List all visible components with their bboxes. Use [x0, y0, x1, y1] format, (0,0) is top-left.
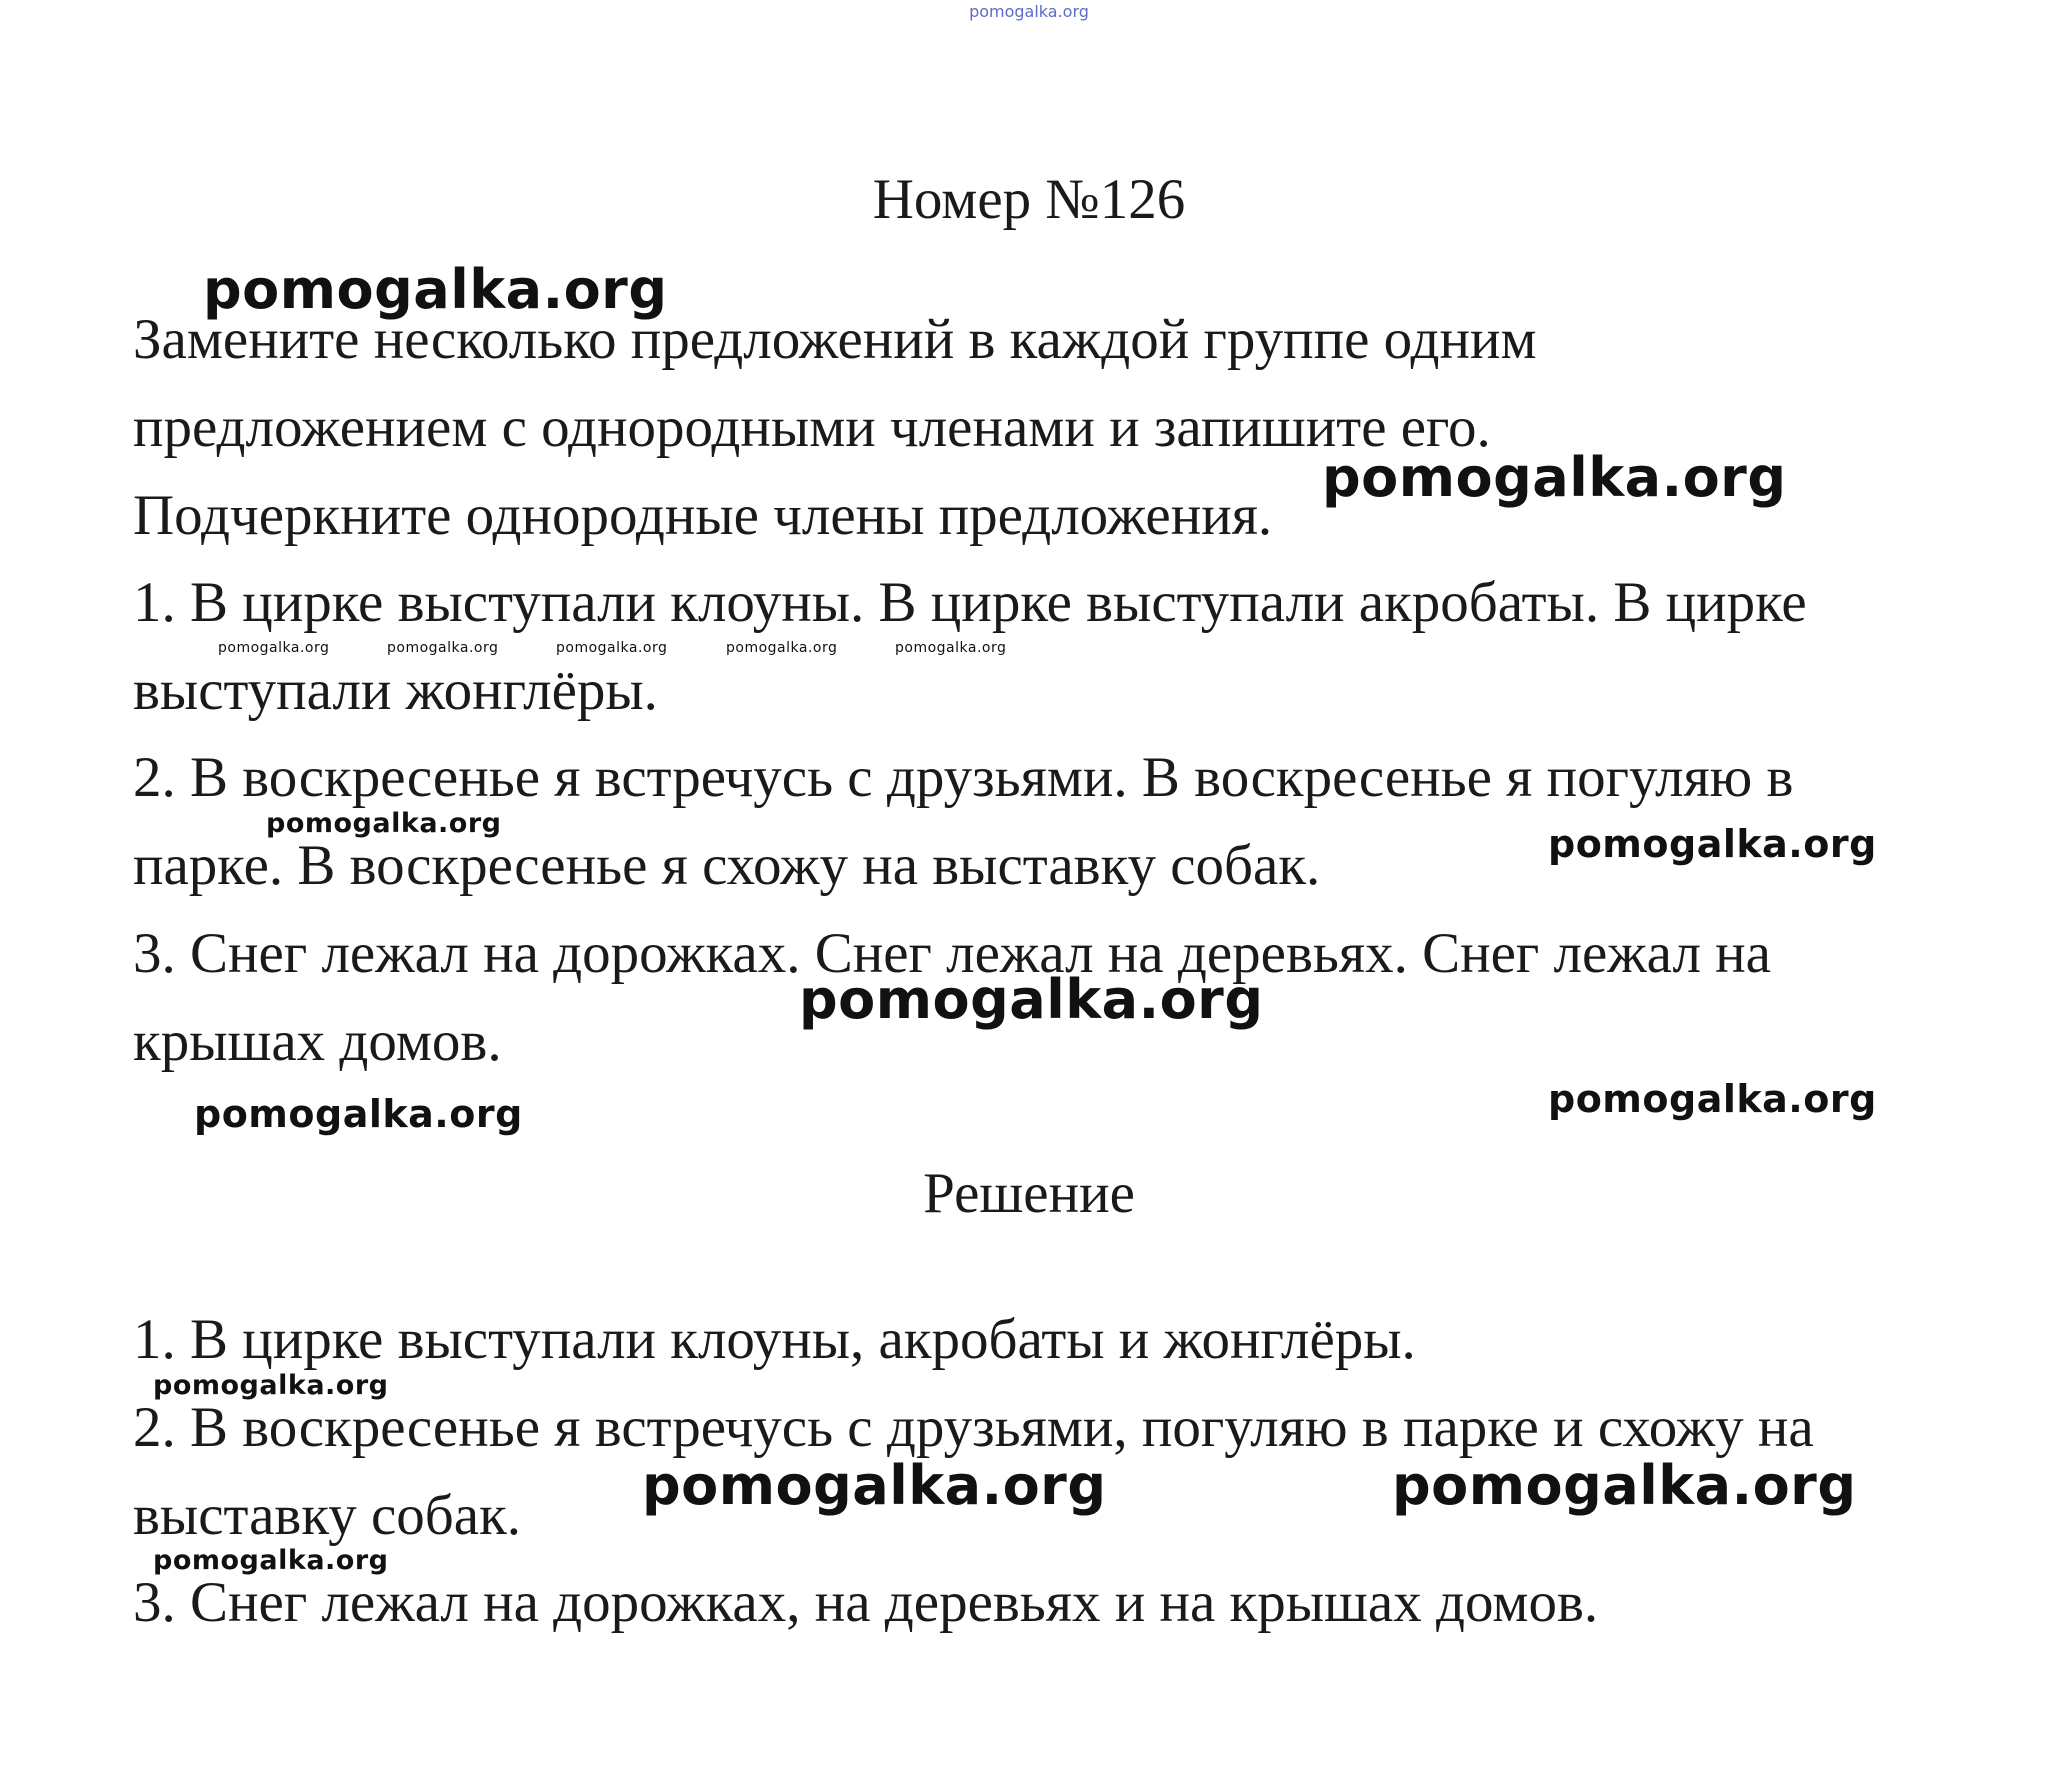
watermark: pomogalka.org — [153, 1370, 389, 1401]
watermark-small: pomogalka.org — [895, 640, 1007, 656]
watermark: pomogalka.org — [1392, 1454, 1857, 1517]
watermark-small: pomogalka.org — [387, 640, 499, 656]
watermark: pomogalka.org — [1548, 1077, 1877, 1121]
watermark-small: pomogalka.org — [218, 640, 330, 656]
site-link[interactable]: pomogalka.org — [969, 2, 1089, 21]
watermark: pomogalka.org — [799, 968, 1264, 1031]
watermark: pomogalka.org — [203, 258, 668, 321]
exercise-2-line: 2. В воскресенье я встречусь с друзьями. В воскресенье я погуляю в — [133, 746, 1794, 809]
watermark: pomogalka.org — [194, 1092, 523, 1136]
page-title: Номер №126 — [872, 168, 1186, 231]
answer-3-line: 3. Снег лежал на дорожках, на деревьях и на крышах домов. — [133, 1571, 1599, 1634]
exercise-2-line: парке. В воскресенье я схожу на выставку собак. — [133, 834, 1321, 897]
exercise-1-line: выступали жонглёры. — [133, 659, 658, 722]
answer-2-line: выставку собак. — [133, 1484, 522, 1547]
watermark: pomogalka.org — [1322, 446, 1787, 509]
watermark: pomogalka.org — [266, 808, 502, 839]
exercise-3-line: 3. Снег лежал на дорожках. Снег лежал на деревьях. Снег лежал на — [133, 922, 1771, 985]
exercise-1-line: 1. В цирке выступали клоуны. В цирке выступали акробаты. В цирке — [133, 571, 1807, 634]
watermark: pomogalka.org — [642, 1454, 1107, 1517]
solution-title: Решение — [923, 1162, 1135, 1225]
answer-2-line: 2. В воскресенье я встречусь с друзьями, погуляю в парке и схожу на — [133, 1396, 1814, 1459]
answer-1-line: 1. В цирке выступали клоуны, акробаты и жонглёры. — [133, 1308, 1416, 1371]
watermark-small: pomogalka.org — [726, 640, 838, 656]
task-line: Замените несколько предложений в каждой группе одним — [133, 308, 1537, 371]
task-line: предложением с однородными членами и запишите его. — [133, 396, 1491, 459]
watermark: pomogalka.org — [1548, 822, 1877, 866]
task-line: Подчеркните однородные члены предложения. — [133, 484, 1273, 547]
exercise-3-line: крышах домов. — [133, 1010, 502, 1073]
watermark-small: pomogalka.org — [556, 640, 668, 656]
watermark: pomogalka.org — [153, 1545, 389, 1576]
